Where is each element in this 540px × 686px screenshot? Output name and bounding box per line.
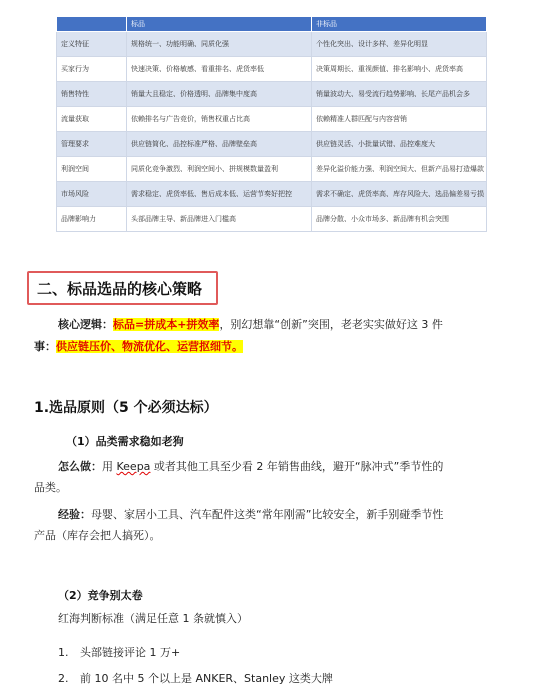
cell-standard: 供应链简化、品控标准严格、品牌壁垒高: [127, 132, 312, 157]
table-row: [57, 182, 487, 207]
table-row: [57, 57, 487, 82]
table-row: [57, 107, 487, 132]
how-to-text-a: 用: [102, 460, 117, 473]
table-row: [57, 32, 487, 57]
subheading-competition: （2）竞争别太卷: [58, 589, 143, 602]
header-cell: [57, 17, 127, 32]
cell-standard: 销量大且稳定、价格透明、品牌集中度高: [127, 82, 312, 107]
keepa-link[interactable]: Keepa: [116, 460, 151, 473]
cell-standard: 需求稳定、虎货率低、售后成本低、运营节奏好把控: [127, 182, 312, 207]
table-row: [57, 82, 487, 107]
experience-text-a: 母婴、家居小工具、汽车配件这类“常年刚需”比较安全，新手别碰季节性: [91, 508, 444, 521]
row-label: 定义特征: [57, 32, 127, 57]
row-label: 品牌影响力: [57, 207, 127, 232]
cell-nonstandard: 依赖精准人群匹配与内容营销: [312, 107, 487, 132]
row-label: 利润空间: [57, 157, 127, 182]
experience-label: 经验：: [58, 508, 91, 521]
cell-standard: 规格统一、功能明确、同质化强: [127, 32, 312, 57]
list-text: 前 10 名中 5 个以上是 ANKER、Stanley 这类大牌: [80, 672, 333, 685]
cell-nonstandard: 销量波动大、易受流行趋势影响、长尾产品机会多: [312, 82, 487, 107]
heading-selection-principles: 1.选品原则（5 个必须达标）: [34, 400, 218, 416]
list-text: 头部链接评论 1 万+: [80, 646, 181, 659]
core-logic-text-2: 事：: [34, 340, 56, 353]
red-sea-criteria: 红海判断标准（满足任意 1 条就慎入）: [58, 612, 248, 625]
how-to-label: 怎么做：: [58, 460, 102, 473]
cell-nonstandard: 差异化溢价能力强、利润空间大、但新产品易打造爆款: [312, 157, 487, 182]
table-row: [57, 157, 487, 182]
row-label: 流量获取: [57, 107, 127, 132]
core-logic-line-1: [58, 314, 443, 336]
section-title: 二、标品选品的核心策略: [27, 271, 218, 305]
comparison-table-wrap: [56, 16, 486, 232]
table-row: [57, 132, 487, 157]
experience-line-1: [58, 504, 443, 526]
table-header-row: [57, 17, 487, 32]
list-item: [58, 644, 180, 660]
cell-nonstandard: 品牌分散、小众市场多、新品牌有机会突围: [312, 207, 487, 232]
row-label: 销售特性: [57, 82, 127, 107]
cell-standard: 头部品牌主导、新品牌进入门槛高: [127, 207, 312, 232]
table-row: [57, 207, 487, 232]
subheading-demand-stable: （1）品类需求稳如老狗: [66, 435, 184, 448]
cell-nonstandard: 供应链灵活、小批量试错、品控难度大: [312, 132, 487, 157]
cell-nonstandard: 需求不确定、虎货率高、库存风险大、选品偏差易亏损: [312, 182, 487, 207]
comparison-table: [56, 16, 487, 232]
cell-standard: 同质化竞争激烈、利润空间小、拼规模数量盈利: [127, 157, 312, 182]
cell-nonstandard: 个性化突出、设计多样、差异化明显: [312, 32, 487, 57]
how-to-line-1: [58, 456, 443, 478]
core-logic-highlight-1: 标品=拼成本+拼效率: [113, 318, 220, 331]
header-cell: 标品: [127, 17, 312, 32]
row-label: 市场风险: [57, 182, 127, 207]
how-to-text-b: 或者其他工具至少看 2 年销售曲线，避开“脉冲式”季节性的: [150, 460, 444, 473]
row-label: 买家行为: [57, 57, 127, 82]
core-logic-label: 核心逻辑：: [58, 318, 113, 331]
cell-standard: 依赖排名与广告竞价，销售权重占比高: [127, 107, 312, 132]
core-logic-line-2: [34, 336, 243, 358]
header-cell: 非标品: [312, 17, 487, 32]
how-to-line-2: 品类。: [34, 481, 67, 494]
list-number: 2.: [58, 672, 69, 685]
row-label: 管理要求: [57, 132, 127, 157]
core-logic-text-1: ，别幻想靠“创新”突围，老老实实做好这 3 件: [219, 318, 443, 331]
list-item: [58, 670, 333, 686]
core-logic-highlight-2: 供应链压价、物流优化、运营抠细节。: [56, 340, 243, 353]
experience-line-2: 产品（库存会把人搞死）。: [34, 529, 161, 542]
cell-standard: 快速决策、价格敏感、看重排名、虎货率低: [127, 57, 312, 82]
list-number: 1.: [58, 646, 69, 659]
cell-nonstandard: 决策周期长、重视颜值、排名影响小、虎货率高: [312, 57, 487, 82]
